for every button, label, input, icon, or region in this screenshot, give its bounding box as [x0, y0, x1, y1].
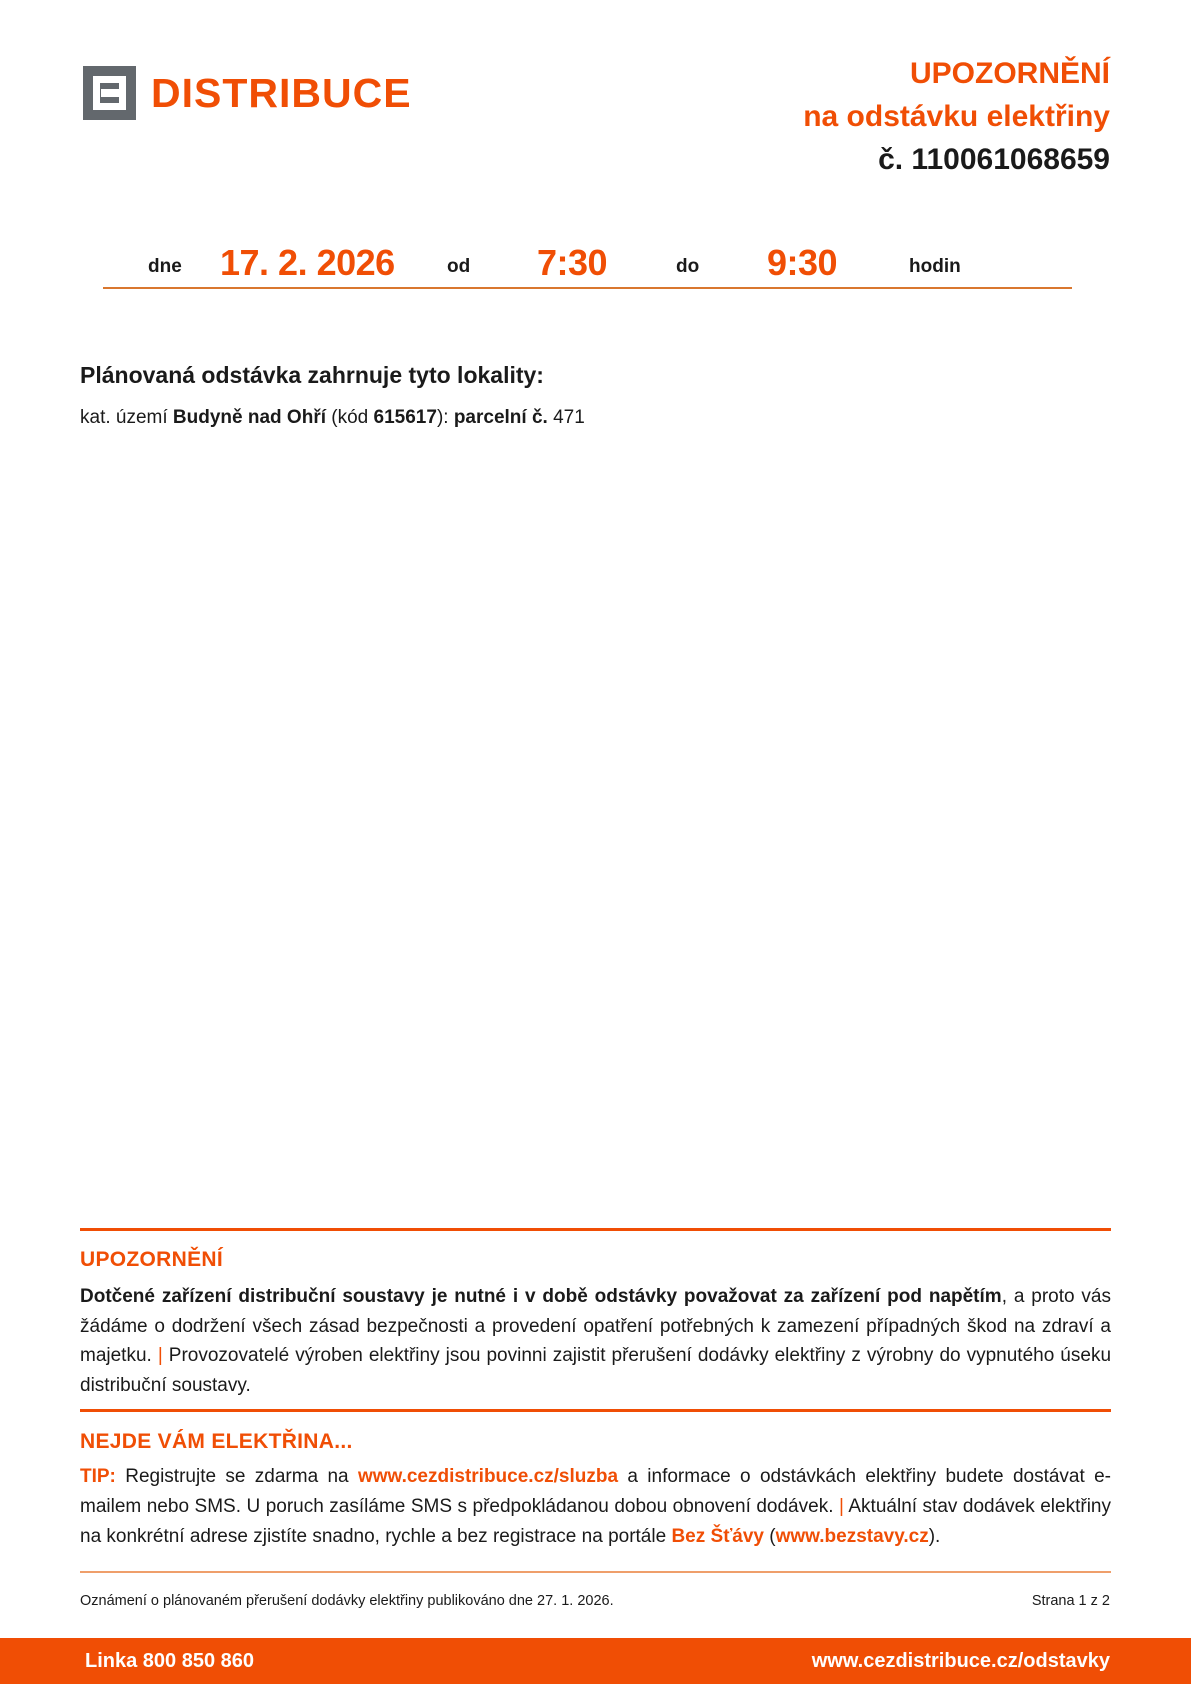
hours-label: hodin: [909, 256, 961, 277]
help-text-4: (: [764, 1526, 776, 1547]
schedule-underline: [103, 287, 1072, 289]
warning-heading: UPOZORNĚNÍ: [80, 1248, 224, 1271]
page-indicator: Strana 1 z 2: [1031, 1593, 1110, 1609]
outages-website-link[interactable]: www.cezdistribuce.cz/odstavky: [811, 1649, 1110, 1672]
parcel-label: parcelní č.: [453, 407, 548, 428]
notice-number: č. 110061068659: [878, 143, 1110, 176]
locality-code-prefix: (kód: [326, 407, 374, 428]
help-pipe-separator: |: [838, 1496, 844, 1517]
from-time: 7:30: [537, 242, 608, 283]
cez-logo-middle-bar: [101, 89, 126, 97]
help-text-3: Aktuální stav dodávek elektřiny na konkrétní adrese zjistíte snadno, rychle a bez registrace na portále: [80, 1496, 1111, 1547]
portal-name: Bez Šťávy: [671, 1526, 764, 1547]
to-label: do: [676, 256, 700, 277]
locality-entry: [80, 407, 1111, 429]
service-registration-link[interactable]: www.cezdistribuce.cz/sluzba: [357, 1466, 619, 1487]
parcel-numbers: 471: [547, 407, 585, 428]
tip-label: TIP:: [80, 1466, 116, 1487]
help-heading: NEJDE VÁM ELEKTŘINA...: [80, 1430, 353, 1453]
schedule-row: [0, 232, 1191, 284]
notice-title: UPOZORNĚNÍ: [909, 57, 1110, 90]
warning-paragraph: [80, 1282, 1111, 1400]
help-text-1: Registrujte se zdarma na: [115, 1466, 358, 1487]
locality-prefix: kat. území: [80, 407, 173, 428]
cez-logo-icon: [83, 66, 136, 120]
warning-text-1: , a proto vás žádáme o dodržení všech zásad bezpečnosti a provedení opatření potřebných k zamezení případných škod na zdraví a majetku.: [80, 1286, 1111, 1366]
outage-date: 17. 2. 2026: [220, 242, 395, 283]
warning-pipe-separator: |: [157, 1345, 163, 1366]
date-label: dne: [148, 256, 182, 277]
footnote-divider: [80, 1571, 1111, 1573]
locality-area-name: Budyně nad Ohří: [172, 407, 326, 428]
localities-heading: Plánovaná odstávka zahrnuje tyto lokality:: [80, 362, 544, 388]
footer-bar: [0, 1638, 1191, 1684]
brand-name: DISTRIBUCE: [151, 69, 412, 116]
locality-code-suffix: ):: [436, 407, 454, 428]
notice-subtitle: na odstávku elektřiny: [803, 100, 1110, 133]
warning-text-2: Provozovatelé výroben elektřiny jsou povinni zajistit přerušení dodávky elektřiny z výrobny do vypnutého úseku distribuční soustavy.: [80, 1345, 1112, 1396]
to-time: 9:30: [767, 242, 838, 283]
brand-header: [83, 66, 412, 120]
locality-code: 615617: [373, 407, 437, 428]
help-text-5: ).: [928, 1526, 941, 1547]
publication-note: Oznámení o plánovaném přerušení dodávky elektřiny publikováno dne 27. 1. 2026.: [80, 1593, 614, 1609]
warning-section-divider: [80, 1228, 1111, 1231]
warning-bold-intro: Dotčené zařízení distribuční soustavy je nutné i v době odstávky považovat za zařízení pod napětím: [80, 1286, 1002, 1307]
notice-header: [803, 52, 1110, 181]
help-section-divider: [80, 1409, 1111, 1412]
hotline-phone: Linka 800 850 860: [85, 1649, 255, 1672]
footnote-row: [80, 1593, 1110, 1609]
from-label: od: [447, 256, 471, 277]
help-paragraph: [80, 1462, 1111, 1552]
bezstavy-link[interactable]: www.bezstavy.cz: [775, 1526, 929, 1547]
help-text-2: a informace o odstávkách elektřiny budete dostávat e-mailem nebo SMS. U poruch zasíláme SMS s předpokládanou dobou obnovení dodávek.: [80, 1466, 1111, 1517]
